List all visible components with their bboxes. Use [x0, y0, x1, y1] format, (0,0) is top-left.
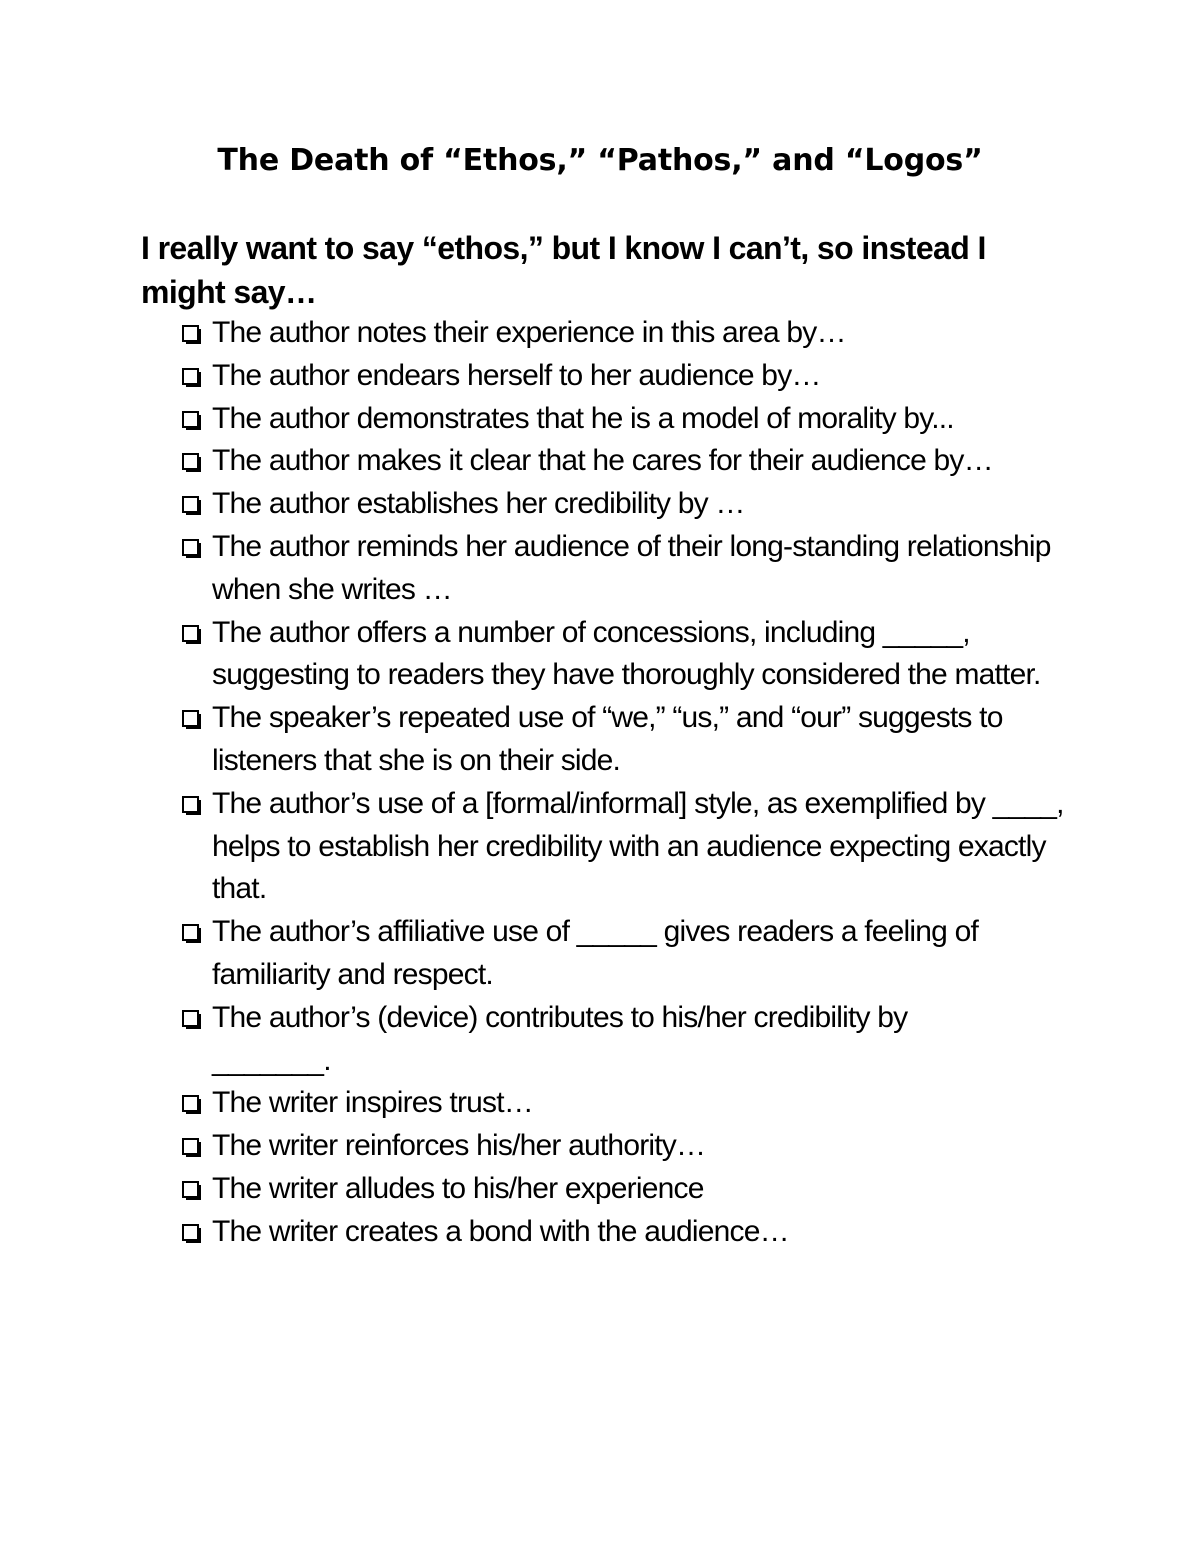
checkbox-icon[interactable]	[178, 355, 212, 398]
checkbox-icon[interactable]	[178, 1211, 212, 1254]
checkbox-icon[interactable]	[178, 398, 212, 441]
list-item	[178, 783, 1078, 911]
checkbox-icon[interactable]	[178, 312, 212, 355]
list-item	[178, 398, 1078, 441]
list-item-text: The author’s use of a [formal/informal] style, as exemplified by ____, helps to establish her credibility with an audience expecting exactly that.	[212, 786, 1072, 906]
checkbox-icon[interactable]	[178, 526, 212, 569]
checkbox-icon[interactable]	[178, 1125, 212, 1168]
checkbox-icon[interactable]	[178, 911, 212, 954]
list-item-text: The writer inspires trust…	[212, 1086, 533, 1120]
list-item	[178, 1168, 1078, 1211]
checkbox-icon[interactable]	[178, 783, 212, 826]
list-item	[178, 1211, 1078, 1254]
list-item-text: The author establishes her credibility by …	[212, 487, 745, 521]
checkbox-icon[interactable]	[178, 1168, 212, 1211]
list-item	[178, 911, 1078, 997]
list-item	[178, 483, 1078, 526]
list-item	[178, 1125, 1078, 1168]
list-item	[178, 355, 1078, 398]
list-item	[178, 612, 1078, 698]
list-item	[178, 997, 1078, 1083]
checkbox-icon[interactable]	[178, 1082, 212, 1125]
list-item-text: The writer creates a bond with the audience…	[212, 1214, 789, 1248]
list-item	[178, 526, 1078, 612]
list-item-text: The author demonstrates that he is a model of morality by...	[212, 401, 954, 435]
list-item	[178, 1082, 1078, 1125]
list-item-text: The author’s (device) contributes to his/her credibility by _______.	[212, 1000, 908, 1077]
list-item-text: The author reminds her audience of their long-standing relationship when she writes …	[212, 529, 1059, 606]
list-item	[178, 312, 1078, 355]
list-item-text: The author makes it clear that he cares for their audience by…	[212, 444, 993, 478]
checkbox-icon[interactable]	[178, 697, 212, 740]
list-item-text: The writer reinforces his/her authority…	[212, 1129, 706, 1163]
document-title: The Death of “Ethos,” “Pathos,” and “Logos”	[217, 143, 983, 178]
checkbox-icon[interactable]	[178, 483, 212, 526]
checklist	[178, 312, 1078, 1254]
checkbox-icon[interactable]	[178, 440, 212, 483]
list-item-text: The author endears herself to her audience by…	[212, 358, 821, 392]
list-item-text: The speaker’s repeated use of “we,” “us,” and “our” suggests to listeners that she is on their side.	[212, 701, 1011, 777]
checkbox-icon[interactable]	[178, 612, 212, 655]
list-item-text: The author offers a number of concessions, including _____, suggesting to readers they have thoroughly considered the matter.	[212, 615, 1041, 692]
list-item-text: The author notes their experience in this area by…	[212, 316, 846, 349]
checkbox-icon[interactable]	[178, 997, 212, 1040]
list-item-text: The writer alludes to his/her experience	[212, 1171, 704, 1205]
list-item-text: The author’s affiliative use of _____ gives readers a feeling of familiarity and respect.	[212, 915, 986, 991]
intro-heading: I really want to say “ethos,” but I know I can’t, so instead I might say…	[141, 230, 986, 310]
list-item	[178, 440, 1078, 483]
list-item	[178, 697, 1078, 783]
